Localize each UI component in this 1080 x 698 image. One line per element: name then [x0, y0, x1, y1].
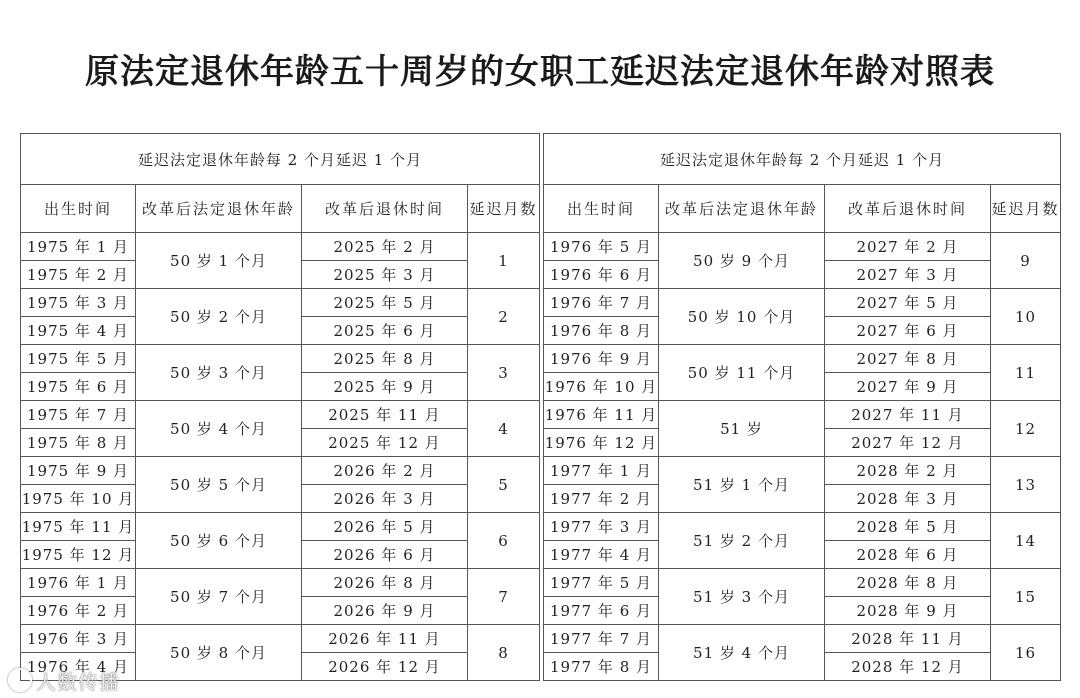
retirement-date-cell: 2027 年 3 月 [825, 261, 991, 289]
retirement-date-cell: 2027 年 9 月 [825, 373, 991, 401]
retirement-date-cell: 2025 年 3 月 [302, 261, 468, 289]
delay-months-cell: 14 [991, 513, 1061, 569]
retirement-date-cell: 2028 年 11 月 [825, 625, 991, 653]
table-row [544, 233, 1061, 261]
retirement-age-cell: 50 岁 3 个月 [136, 345, 302, 401]
column-header: 出生时间 [21, 185, 136, 233]
table-row [544, 345, 1061, 373]
birth-month-cell: 1976 年 5 月 [544, 233, 659, 261]
table-row [21, 569, 540, 597]
retirement-date-cell: 2025 年 8 月 [302, 345, 468, 373]
retirement-age-cell: 50 岁 9 个月 [659, 233, 825, 289]
birth-month-cell: 1975 年 4 月 [21, 317, 136, 345]
birth-month-cell: 1975 年 3 月 [21, 289, 136, 317]
birth-month-cell: 1975 年 7 月 [21, 401, 136, 429]
table-row [544, 513, 1061, 541]
retirement-age-cell: 50 岁 5 个月 [136, 457, 302, 513]
birth-month-cell: 1975 年 8 月 [21, 429, 136, 457]
retirement-date-cell: 2028 年 3 月 [825, 485, 991, 513]
birth-month-cell: 1977 年 2 月 [544, 485, 659, 513]
retirement-date-cell: 2028 年 12 月 [825, 653, 991, 681]
column-header: 改革后法定退休年龄 [136, 185, 302, 233]
table-row [21, 401, 540, 429]
retirement-date-cell: 2025 年 2 月 [302, 233, 468, 261]
delay-months-cell: 15 [991, 569, 1061, 625]
column-header: 出生时间 [544, 185, 659, 233]
column-header: 改革后法定退休年龄 [659, 185, 825, 233]
retirement-date-cell: 2026 年 9 月 [302, 597, 468, 625]
birth-month-cell: 1975 年 5 月 [21, 345, 136, 373]
watermark-logo-icon [8, 668, 32, 692]
retirement-date-cell: 2027 年 5 月 [825, 289, 991, 317]
retirement-age-cell: 51 岁 4 个月 [659, 625, 825, 681]
delay-months-cell: 3 [468, 345, 540, 401]
birth-month-cell: 1976 年 1 月 [21, 569, 136, 597]
birth-month-cell: 1977 年 1 月 [544, 457, 659, 485]
watermark [8, 666, 120, 695]
delay-months-cell: 9 [991, 233, 1061, 289]
birth-month-cell: 1976 年 9 月 [544, 345, 659, 373]
retirement-age-cell: 51 岁 3 个月 [659, 569, 825, 625]
retirement-date-cell: 2026 年 8 月 [302, 569, 468, 597]
retirement-date-cell: 2025 年 12 月 [302, 429, 468, 457]
delay-months-cell: 11 [991, 345, 1061, 401]
column-header: 改革后退休时间 [302, 185, 468, 233]
retirement-date-cell: 2027 年 12 月 [825, 429, 991, 457]
birth-month-cell: 1976 年 4 月 [21, 653, 136, 681]
birth-month-cell: 1977 年 6 月 [544, 597, 659, 625]
birth-month-cell: 1975 年 2 月 [21, 261, 136, 289]
table-header-row [21, 185, 540, 233]
retirement-date-cell: 2025 年 11 月 [302, 401, 468, 429]
retirement-date-cell: 2026 年 3 月 [302, 485, 468, 513]
right-retirement-table [543, 133, 1061, 681]
retirement-date-cell: 2026 年 12 月 [302, 653, 468, 681]
birth-month-cell: 1977 年 7 月 [544, 625, 659, 653]
retirement-date-cell: 2026 年 11 月 [302, 625, 468, 653]
birth-month-cell: 1976 年 2 月 [21, 597, 136, 625]
table-header-row [544, 185, 1061, 233]
column-header: 改革后退休时间 [825, 185, 991, 233]
retirement-date-cell: 2027 年 2 月 [825, 233, 991, 261]
retirement-age-cell: 50 岁 1 个月 [136, 233, 302, 289]
birth-month-cell: 1977 年 3 月 [544, 513, 659, 541]
table-caption-row [21, 134, 540, 185]
table-row [21, 345, 540, 373]
table-row [21, 457, 540, 485]
retirement-age-cell: 50 岁 10 个月 [659, 289, 825, 345]
retirement-date-cell: 2028 年 6 月 [825, 541, 991, 569]
retirement-date-cell: 2025 年 5 月 [302, 289, 468, 317]
table-row [544, 289, 1061, 317]
birth-month-cell: 1976 年 10 月 [544, 373, 659, 401]
delay-months-cell: 5 [468, 457, 540, 513]
left-retirement-table [20, 133, 540, 681]
retirement-date-cell: 2028 年 8 月 [825, 569, 991, 597]
table-row [544, 457, 1061, 485]
birth-month-cell: 1976 年 12 月 [544, 429, 659, 457]
birth-month-cell: 1975 年 10 月 [21, 485, 136, 513]
birth-month-cell: 1976 年 3 月 [21, 625, 136, 653]
retirement-age-cell: 51 岁 1 个月 [659, 457, 825, 513]
delay-months-cell: 12 [991, 401, 1061, 457]
table-row [544, 401, 1061, 429]
column-header: 延迟月数 [468, 185, 540, 233]
retirement-date-cell: 2026 年 2 月 [302, 457, 468, 485]
retirement-date-cell: 2028 年 9 月 [825, 597, 991, 625]
birth-month-cell: 1977 年 8 月 [544, 653, 659, 681]
retirement-date-cell: 2026 年 6 月 [302, 541, 468, 569]
birth-month-cell: 1975 年 6 月 [21, 373, 136, 401]
delay-months-cell: 8 [468, 625, 540, 681]
birth-month-cell: 1977 年 4 月 [544, 541, 659, 569]
watermark-text: 人数传播 [36, 670, 120, 694]
table-row [21, 289, 540, 317]
delay-months-cell: 10 [991, 289, 1061, 345]
delay-months-cell: 4 [468, 401, 540, 457]
retirement-age-cell: 51 岁 [659, 401, 825, 457]
table-row [544, 625, 1061, 653]
retirement-date-cell: 2027 年 6 月 [825, 317, 991, 345]
retirement-date-cell: 2025 年 6 月 [302, 317, 468, 345]
delay-months-cell: 6 [468, 513, 540, 569]
birth-month-cell: 1976 年 6 月 [544, 261, 659, 289]
retirement-date-cell: 2028 年 5 月 [825, 513, 991, 541]
table-caption: 延迟法定退休年龄每 2 个月延迟 1 个月 [544, 134, 1061, 185]
table-caption: 延迟法定退休年龄每 2 个月延迟 1 个月 [21, 134, 540, 185]
delay-months-cell: 16 [991, 625, 1061, 681]
table-row [21, 513, 540, 541]
retirement-date-cell: 2027 年 8 月 [825, 345, 991, 373]
table-row [21, 625, 540, 653]
birth-month-cell: 1975 年 12 月 [21, 541, 136, 569]
table-row [21, 233, 540, 261]
birth-month-cell: 1976 年 11 月 [544, 401, 659, 429]
retirement-age-cell: 51 岁 2 个月 [659, 513, 825, 569]
delay-months-cell: 7 [468, 569, 540, 625]
retirement-age-cell: 50 岁 6 个月 [136, 513, 302, 569]
retirement-age-cell: 50 岁 8 个月 [136, 625, 302, 681]
delay-months-cell: 2 [468, 289, 540, 345]
delay-months-cell: 13 [991, 457, 1061, 513]
birth-month-cell: 1977 年 5 月 [544, 569, 659, 597]
column-header: 延迟月数 [991, 185, 1061, 233]
birth-month-cell: 1975 年 1 月 [21, 233, 136, 261]
retirement-date-cell: 2028 年 2 月 [825, 457, 991, 485]
birth-month-cell: 1975 年 11 月 [21, 513, 136, 541]
birth-month-cell: 1975 年 9 月 [21, 457, 136, 485]
retirement-date-cell: 2027 年 11 月 [825, 401, 991, 429]
page-title: 原法定退休年龄五十周岁的女职工延迟法定退休年龄对照表 [85, 52, 995, 92]
retirement-age-cell: 50 岁 2 个月 [136, 289, 302, 345]
retirement-age-cell: 50 岁 11 个月 [659, 345, 825, 401]
table-row [544, 569, 1061, 597]
retirement-age-cell: 50 岁 7 个月 [136, 569, 302, 625]
retirement-date-cell: 2025 年 9 月 [302, 373, 468, 401]
birth-month-cell: 1976 年 8 月 [544, 317, 659, 345]
retirement-date-cell: 2026 年 5 月 [302, 513, 468, 541]
birth-month-cell: 1976 年 7 月 [544, 289, 659, 317]
table-caption-row [544, 134, 1061, 185]
delay-months-cell: 1 [468, 233, 540, 289]
retirement-age-cell: 50 岁 4 个月 [136, 401, 302, 457]
